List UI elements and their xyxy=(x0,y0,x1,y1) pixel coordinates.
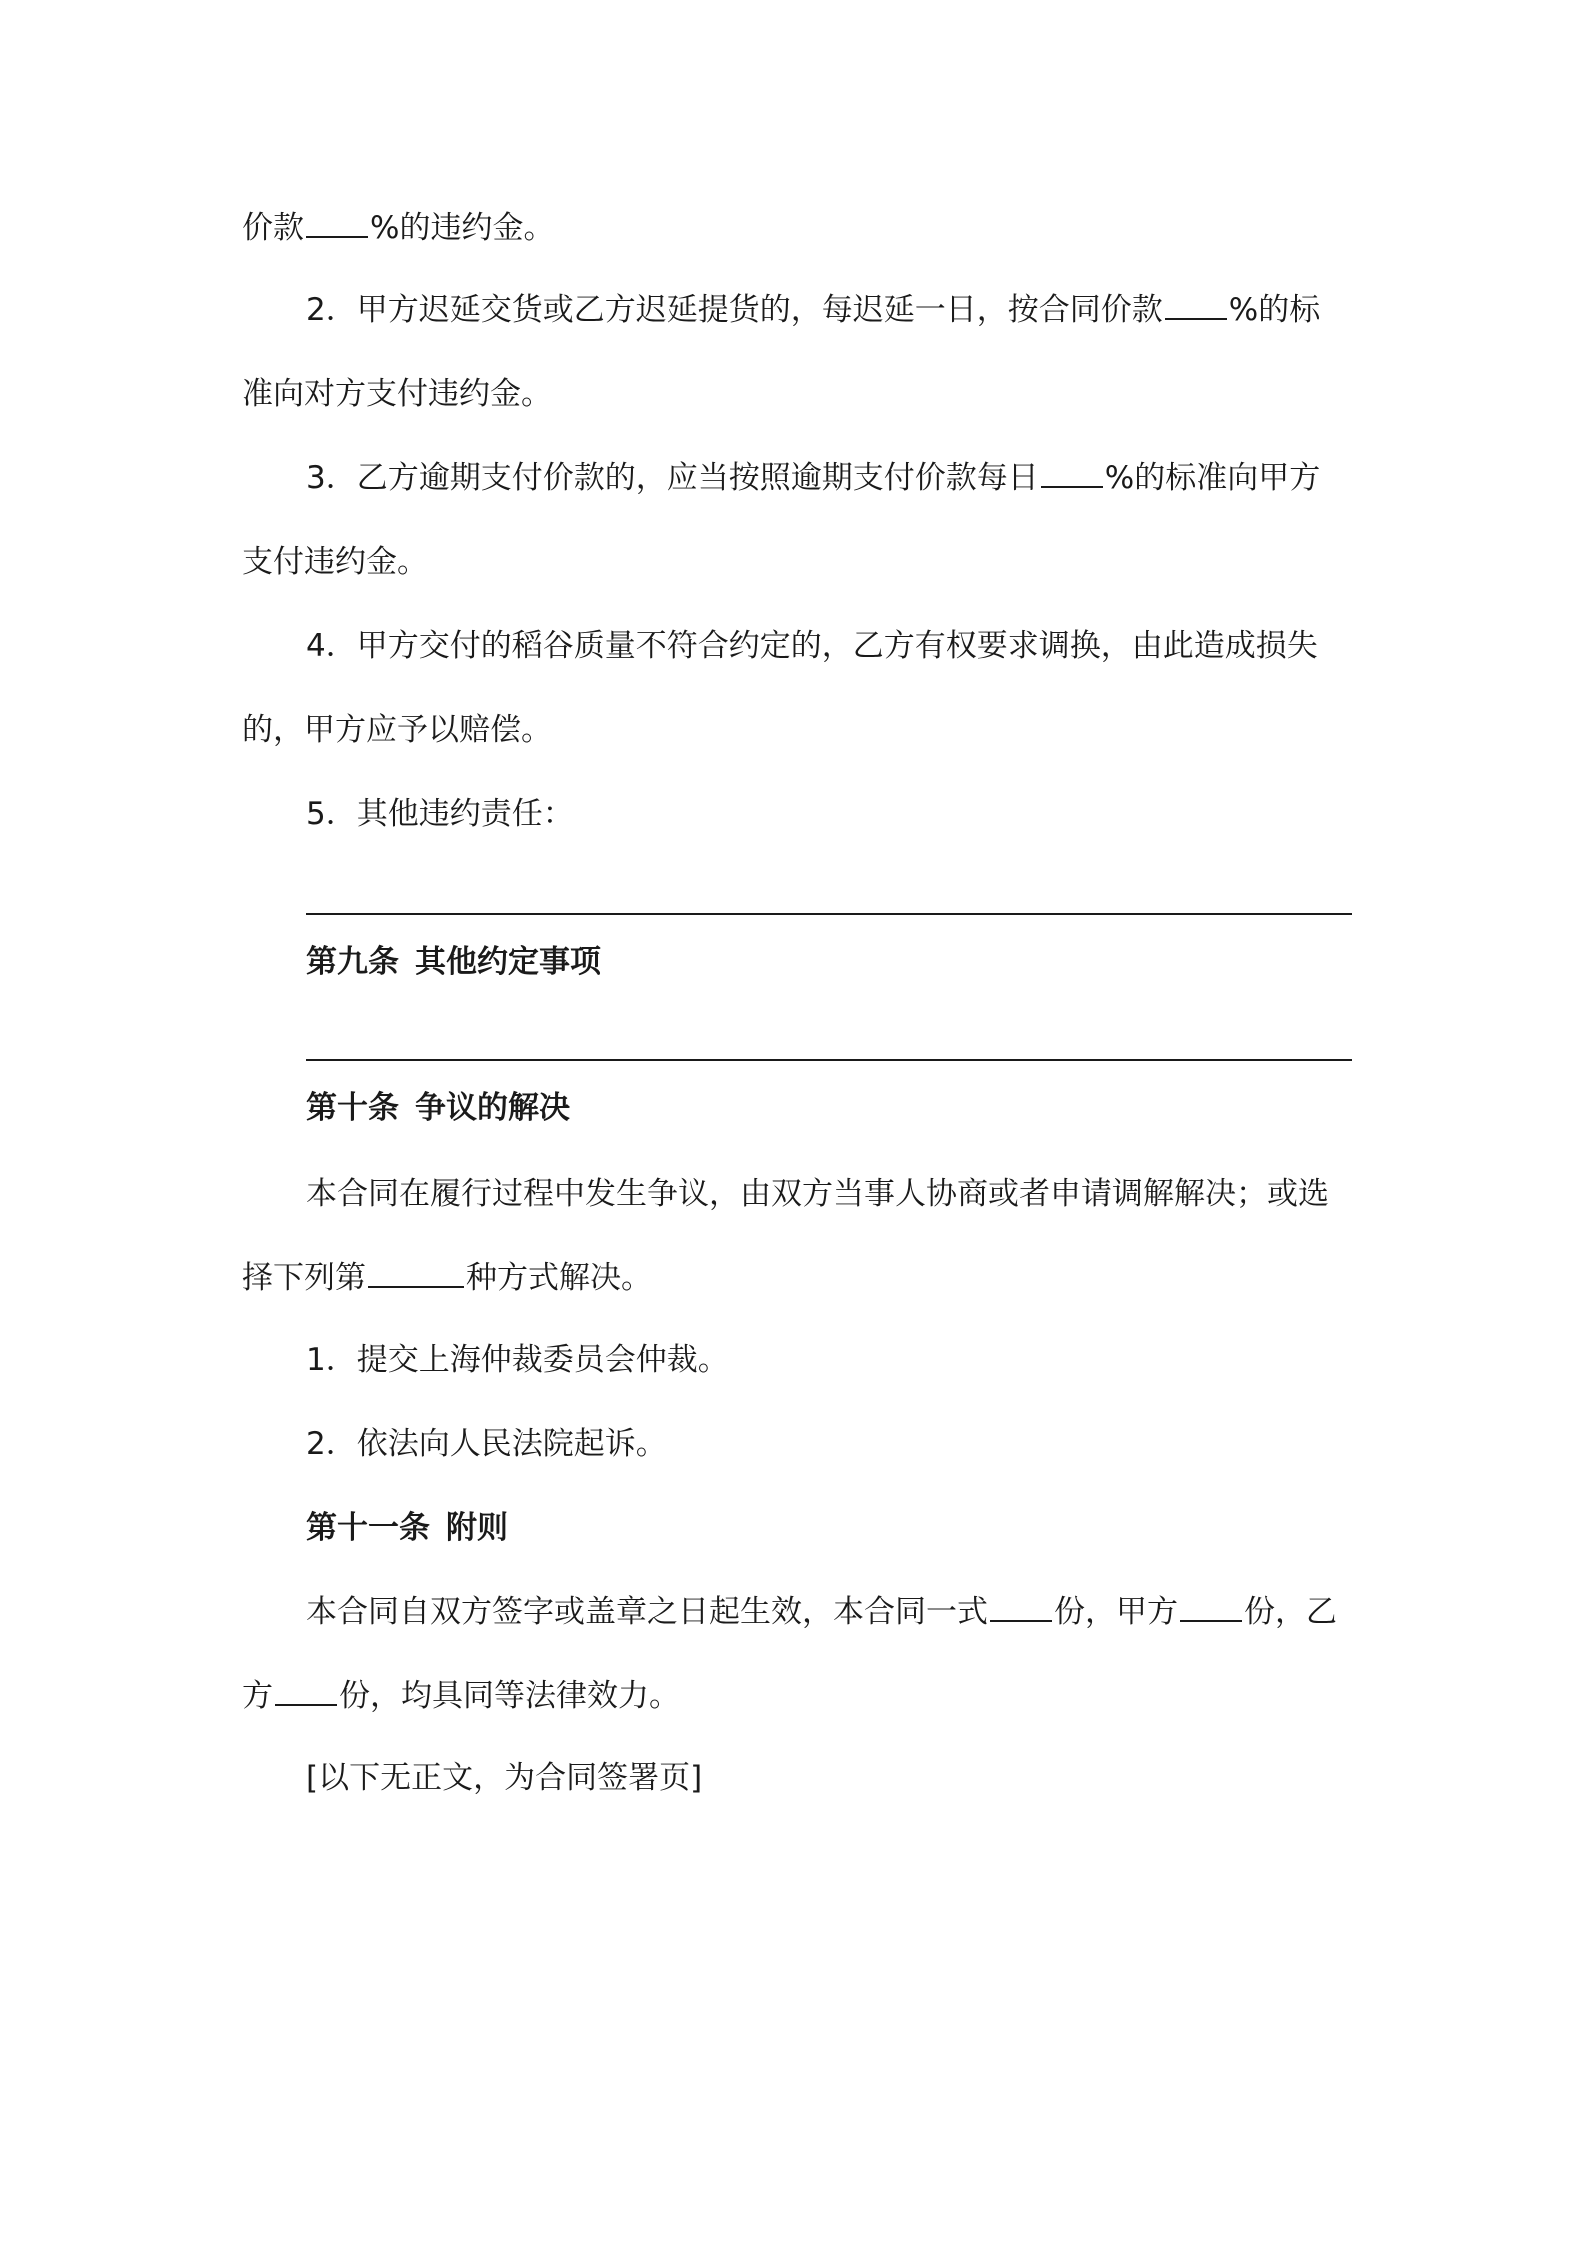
text: 本合同自双方签字或盖章之日起生效，本合同一式 xyxy=(306,1594,988,1630)
clause-item-4 xyxy=(306,626,1416,666)
blank-field xyxy=(275,1676,337,1706)
dispute-option-1 xyxy=(306,1340,1416,1380)
article-11-heading xyxy=(306,1508,1416,1548)
article-10-paragraph xyxy=(306,1174,1416,1214)
article-9-heading xyxy=(306,942,1416,982)
text: 1．提交上海仲裁委员会仲裁。 xyxy=(306,1342,729,1378)
blank-field xyxy=(1165,290,1227,320)
fill-in-rule xyxy=(306,1059,1352,1061)
blank-field xyxy=(368,1258,464,1288)
article-number: 第九条 xyxy=(306,944,399,980)
text: [以下无正文，为合同签署页] xyxy=(306,1760,703,1796)
clause-item-4-cont xyxy=(242,710,1352,750)
dispute-option-2 xyxy=(306,1424,1416,1464)
text: 种方式解决。 xyxy=(466,1260,652,1296)
text: 支付违约金。 xyxy=(242,544,428,580)
fill-in-rule xyxy=(306,913,1352,915)
article-10-paragraph-cont xyxy=(242,1258,1352,1298)
article-11-paragraph xyxy=(306,1592,1416,1632)
blank-field xyxy=(990,1592,1052,1622)
text: 方 xyxy=(242,1678,273,1714)
blank-field xyxy=(1041,458,1103,488)
text: 价款 xyxy=(242,210,304,246)
article-number: 第十一条 xyxy=(306,1510,430,1546)
article-title: 其他约定事项 xyxy=(415,944,601,980)
clause-item-3-cont xyxy=(242,542,1352,582)
clause-item-3 xyxy=(306,458,1416,498)
text: 2．依法向人民法院起诉。 xyxy=(306,1426,667,1462)
text: 份，均具同等法律效力。 xyxy=(339,1678,680,1714)
clause-item-2 xyxy=(306,290,1416,330)
text: 份，乙 xyxy=(1244,1594,1337,1630)
blank-field xyxy=(306,208,368,238)
text: %的违约金。 xyxy=(370,210,555,246)
article-number: 第十条 xyxy=(306,1090,399,1126)
text: 4．甲方交付的稻谷质量不符合约定的，乙方有权要求调换，由此造成损失 xyxy=(306,628,1318,664)
text: 的，甲方应予以赔偿。 xyxy=(242,712,552,748)
article-10-heading xyxy=(306,1088,1416,1128)
article-title: 争议的解决 xyxy=(415,1090,570,1126)
text: %的标 xyxy=(1228,292,1321,328)
article-title: 附则 xyxy=(446,1510,508,1546)
text: 本合同在履行过程中发生争议，由双方当事人协商或者申请调解解决；或选 xyxy=(306,1176,1329,1212)
article-11-paragraph-cont xyxy=(242,1676,1352,1716)
paragraph-penalty-continued xyxy=(242,208,1352,248)
text: 择下列第 xyxy=(242,1260,366,1296)
closing-note xyxy=(306,1758,1416,1798)
text: %的标准向甲方 xyxy=(1104,460,1321,496)
text: 3．乙方逾期支付价款的，应当按照逾期支付价款每日 xyxy=(306,460,1039,496)
text: 准向对方支付违约金。 xyxy=(242,376,552,412)
blank-field xyxy=(1180,1592,1242,1622)
text: 2．甲方迟延交货或乙方迟延提货的，每迟延一日，按合同价款 xyxy=(306,292,1163,328)
text: 5．其他违约责任： xyxy=(306,796,574,832)
clause-item-2-cont xyxy=(242,374,1352,414)
clause-item-5 xyxy=(306,794,1416,834)
text: 份，甲方 xyxy=(1054,1594,1178,1630)
